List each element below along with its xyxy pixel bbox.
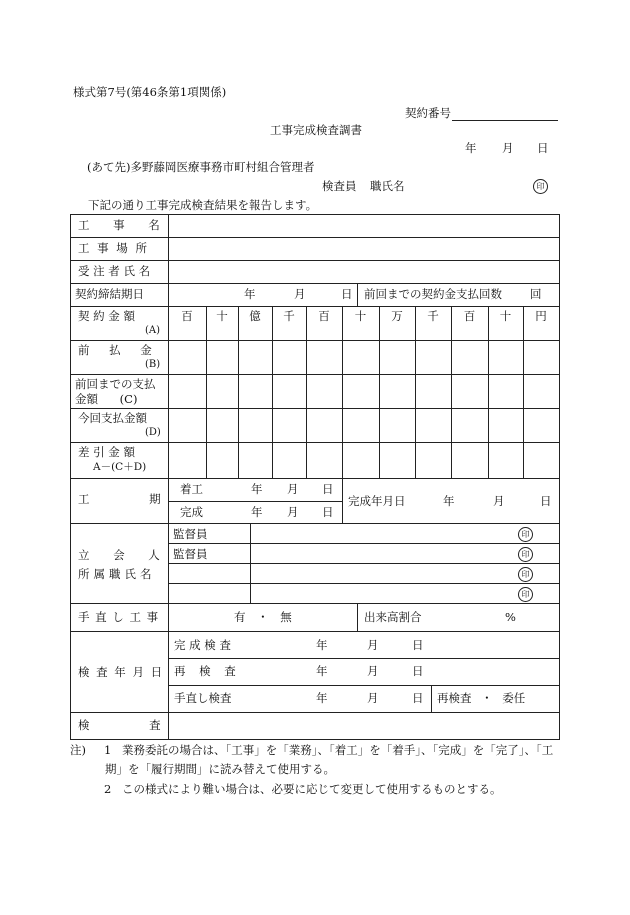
completion-inspection-label: 完 成 検 査 bbox=[174, 638, 231, 652]
form-number: 様式第7号(第46条第1項関係) bbox=[73, 85, 227, 99]
end-month: 月 bbox=[287, 505, 299, 519]
witness-label: 立 会 人 bbox=[78, 548, 160, 562]
previous-payment-count-label: 前回までの契約金支払回数 bbox=[364, 287, 502, 301]
rework-options[interactable]: 有 ・ 無 bbox=[234, 610, 292, 624]
supervisor-2-label: 監督員 bbox=[173, 547, 208, 561]
difference-amount-label: 差 引 金 額 bbox=[78, 445, 135, 459]
start-month: 月 bbox=[287, 482, 299, 496]
contract-date-year: 年 bbox=[244, 287, 256, 301]
inspector-name-label: 職氏名 bbox=[370, 179, 405, 193]
count-unit: 回 bbox=[530, 287, 542, 301]
digit-header: 千 bbox=[283, 309, 295, 323]
end-year: 年 bbox=[251, 505, 263, 519]
completion-month: 月 bbox=[493, 494, 505, 508]
digit-header: 万 bbox=[391, 309, 403, 323]
addressee: (あて先)多野藤岡医療事務市町村組合管理者 bbox=[87, 160, 315, 174]
contract-date-month: 月 bbox=[294, 287, 306, 301]
date-month: 月 bbox=[502, 141, 514, 155]
completion-date-label: 完成年月日 bbox=[348, 494, 406, 508]
inspection-label: 検 査 bbox=[78, 718, 161, 732]
reinspection-year: 年 bbox=[316, 664, 328, 678]
contract-date-label: 契約締結期日 bbox=[75, 287, 144, 301]
completion-inspection-year: 年 bbox=[316, 638, 328, 652]
seal-mark: 印 bbox=[518, 587, 533, 602]
notes-prefix: 注) bbox=[70, 743, 86, 757]
rework-inspection-label: 手直し検査 bbox=[174, 691, 232, 705]
digit-header: 十 bbox=[216, 309, 228, 323]
digit-header: 億 bbox=[249, 309, 261, 323]
date-day: 日 bbox=[537, 141, 549, 155]
construction-period-label: 工 期 bbox=[78, 492, 161, 506]
contract-amount-label: 契 約 金 額 bbox=[78, 309, 135, 323]
completion-inspection-day: 日 bbox=[412, 638, 424, 652]
construction-name-label: 工 事 名 bbox=[78, 218, 160, 232]
note-1-number: 1 bbox=[104, 743, 112, 757]
rework-inspection-year: 年 bbox=[316, 691, 328, 705]
advance-payment-label: 前 払 金 bbox=[78, 343, 152, 357]
note-1-line-1: 業務委託の場合は、「工事」を「業務」、「着工」を「着手」、「完成」を「完了」、「工 bbox=[122, 743, 554, 757]
start-year: 年 bbox=[251, 482, 263, 496]
note-2-number: 2 bbox=[104, 782, 112, 796]
digit-header: 千 bbox=[427, 309, 439, 323]
seal-mark: 印 bbox=[518, 527, 533, 542]
digit-header: 円 bbox=[535, 309, 547, 323]
note-1-line-2: 期」を「履行期間」に読み替えて使用する。 bbox=[105, 762, 335, 776]
contract-amount-code: (A) bbox=[145, 325, 161, 336]
digit-header: 百 bbox=[181, 309, 193, 323]
intro-text: 下記の通り工事完成検査結果を報告します。 bbox=[88, 198, 318, 212]
contract-number-label: 契約番号 bbox=[405, 106, 451, 120]
current-payment-code: (D) bbox=[145, 427, 161, 438]
advance-payment-code: (B) bbox=[145, 359, 161, 370]
difference-amount-formula: A－(C＋D) bbox=[93, 461, 147, 473]
rework-label: 手 直 し 工 事 bbox=[78, 610, 160, 624]
rework-inspection-month: 月 bbox=[367, 691, 379, 705]
supervisor-1-label: 監督員 bbox=[173, 527, 208, 541]
contract-date-day: 日 bbox=[341, 287, 353, 301]
construction-site-label: 工 事 場 所 bbox=[78, 241, 147, 255]
note-2: この様式により難い場合は、必要に応じて変更して使用するものとする。 bbox=[122, 782, 502, 796]
digit-header: 百 bbox=[318, 309, 330, 323]
start-day: 日 bbox=[322, 482, 334, 496]
rework-inspection-day: 日 bbox=[412, 691, 424, 705]
end-day: 日 bbox=[322, 505, 334, 519]
seal-mark: 印 bbox=[518, 547, 533, 562]
inspection-date-label: 検 査 年 月 日 bbox=[78, 665, 163, 679]
reinspect-delegate-options[interactable]: 再検査 ・ 委任 bbox=[437, 691, 526, 705]
reinspection-month: 月 bbox=[367, 664, 379, 678]
digit-header: 十 bbox=[354, 309, 367, 323]
current-payment-label: 今回支払金額 bbox=[78, 411, 147, 425]
previous-payment-label: 前回までの支払 bbox=[75, 377, 156, 391]
document-title: 工事完成検査調書 bbox=[270, 123, 362, 137]
affiliation-name-label: 所属職氏名 bbox=[78, 567, 156, 581]
reinspection-label: 再 検 査 bbox=[174, 664, 236, 678]
digit-header: 十 bbox=[499, 309, 512, 323]
start-label: 着工 bbox=[180, 482, 203, 496]
digit-header: 百 bbox=[463, 309, 476, 323]
inspector-label: 検査員 bbox=[322, 179, 357, 193]
seal-mark: 印 bbox=[518, 567, 533, 582]
seal-mark: 印 bbox=[533, 179, 548, 194]
completion-day: 日 bbox=[540, 494, 552, 508]
contractor-name-label: 受 注 者 氏 名 bbox=[78, 264, 151, 278]
progress-ratio-label: 出来高割合 bbox=[364, 610, 422, 624]
completion-year: 年 bbox=[443, 494, 455, 508]
percent-sign: % bbox=[505, 610, 516, 624]
end-label: 完成 bbox=[180, 505, 203, 519]
reinspection-day: 日 bbox=[412, 664, 424, 678]
date-year: 年 bbox=[465, 141, 477, 155]
completion-inspection-month: 月 bbox=[367, 638, 379, 652]
previous-payment-code: 金額 (C) bbox=[75, 392, 138, 406]
